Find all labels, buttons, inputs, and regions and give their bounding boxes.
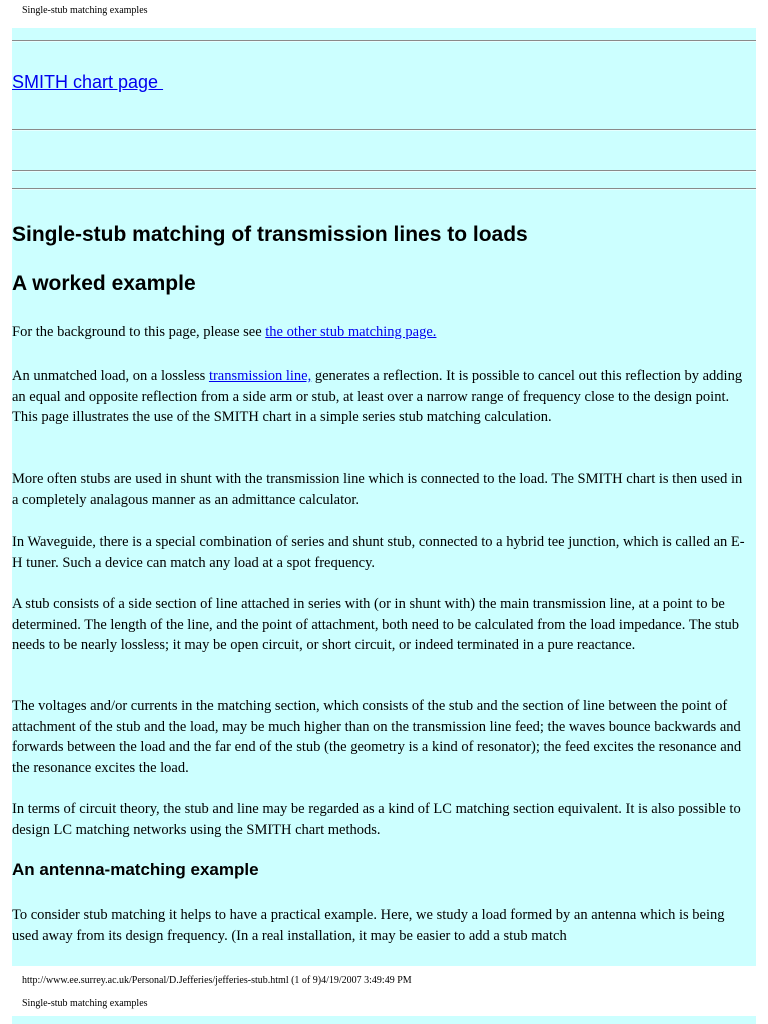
stub-matching-page-link[interactable]: the other stub matching page.	[265, 324, 437, 340]
page-content-continuation	[12, 1016, 756, 1024]
section-heading-worked-example: A worked example	[12, 272, 196, 295]
divider	[12, 188, 756, 190]
paragraph-intro: An unmatched load, on a lossless transmission line, generates a reflection. It is possible to cancel out this reflection by adding an equal and opposite reflection from a side arm or stub, at least over a narrow range of frequency close to the design point. This page illustrates the use of the SMITH chart in a simple series stub matching calculation.	[12, 368, 743, 425]
transmission-line-link[interactable]: transmission line,	[208, 368, 312, 384]
paragraph-antenna: To consider stub matching it helps to have a practical example. Here, we study a load formed by an antenna which is being used away from its design frequency. (In a real installation, it may be easier to add a stub match	[12, 907, 725, 944]
paragraph-circuit-theory: In terms of circuit theory, the stub and line may be regarded as a kind of LC matching section equivalent. It is also possible to design LC matching networks using the SMITH chart methods.	[12, 801, 741, 838]
divider	[12, 170, 756, 172]
print-header: Single-stub matching examples	[22, 5, 148, 16]
page-title: Single-stub matching of transmission lines to loads	[12, 223, 528, 246]
divider	[12, 129, 756, 131]
print-footer-url: http://www.ee.surrey.ac.uk/Personal/D.Jefferies/jefferies-stub.html (1 of 9)4/19/2007 3:49:49 PM	[22, 975, 412, 986]
paragraph-voltages: The voltages and/or currents in the matching section, which consists of the stub and the section of line between the point of attachment of the stub and the load, may be much higher than on the transmission line feed; the waves bounce backwards and forwards between the load and the far end of the stub (the geometry is a kind of resonator); the feed excites the resonance and the resonance excites the load.	[12, 698, 742, 776]
paragraph-waveguide: In Waveguide, there is a special combination of series and shunt stub, connected to a hybrid tee junction, which is called an E-H tuner. Such a device can match any load at a spot frequency.	[12, 534, 745, 571]
paragraph-shunt: More often stubs are used in shunt with the transmission line which is connected to the load. The SMITH chart is then used in a completely analagous manner as an admittance calculator.	[12, 471, 743, 508]
page-content	[12, 28, 756, 966]
section-heading-antenna: An antenna-matching example	[12, 860, 259, 879]
smith-chart-link[interactable]: SMITH chart page	[12, 72, 164, 92]
paragraph-stub-definition: A stub consists of a side section of line attached in series with (or in shunt with) the main transmission line, at a point to be determined. The length of the line, and the point of attachment, both need to be calculated from the load impedance. The stub needs to be nearly lossless; it may be open circuit, or short circuit, or indeed terminated in a pure reactance.	[12, 596, 740, 653]
paragraph-background: For the background to this page, please see the other stub matching page.	[12, 324, 437, 340]
divider	[12, 40, 756, 42]
print-header: Single-stub matching examples	[22, 998, 148, 1009]
